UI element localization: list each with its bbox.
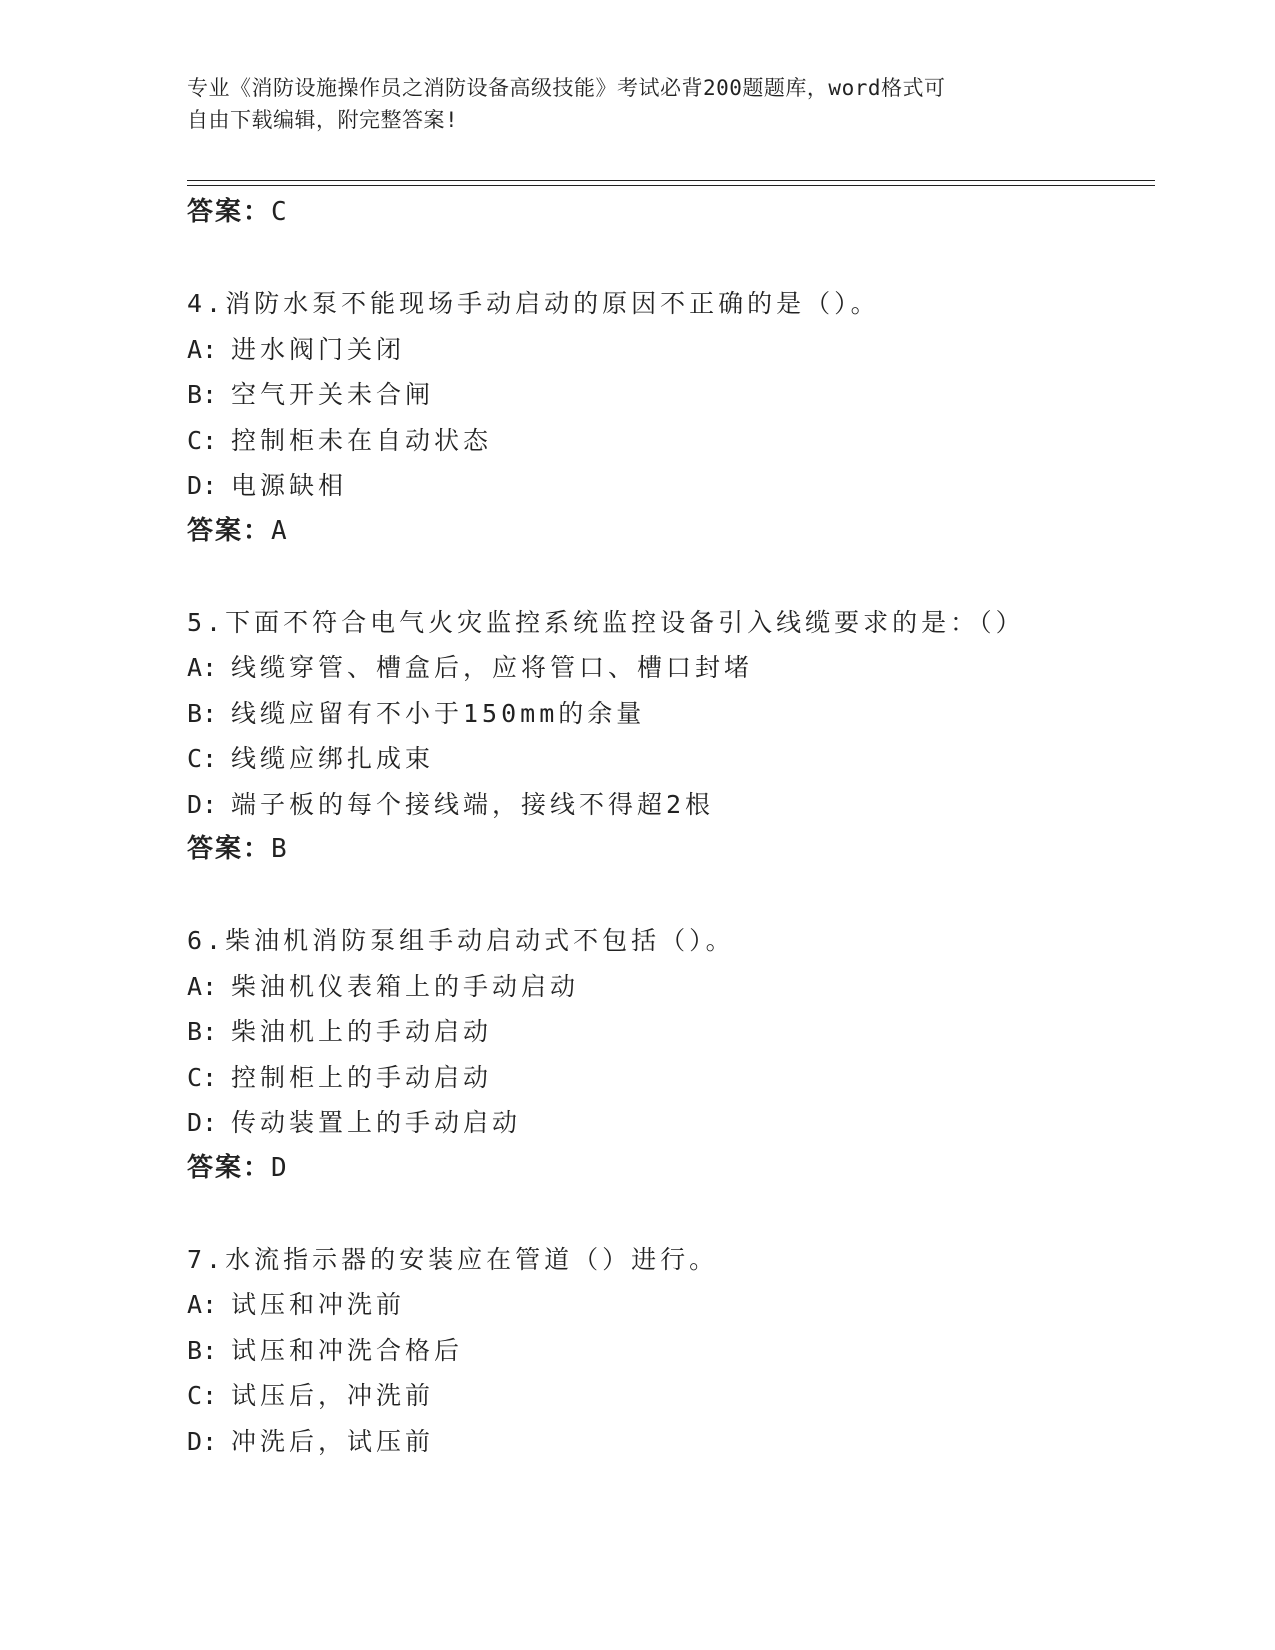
option-text: 空气开关未合闸 xyxy=(231,380,435,409)
answer-value: C xyxy=(271,197,289,227)
option-key: A: xyxy=(187,971,218,1001)
option-d xyxy=(187,782,1147,828)
answer-label: 答案： xyxy=(187,1152,272,1183)
question-6 xyxy=(187,918,1147,1191)
question-stem: 6.柴油机消防泵组手动启动式不包括（）。 xyxy=(187,926,735,955)
answer-value: D xyxy=(271,1152,289,1183)
option-text: 试压后，冲洗前 xyxy=(231,1381,435,1410)
option-key: B: xyxy=(187,1335,218,1365)
option-text: 线缆应绑扎成束 xyxy=(231,744,435,773)
question-stem: 5.下面不符合电气火灾监控系统监控设备引入线缆要求的是：（） xyxy=(187,607,1025,637)
option-d xyxy=(187,1419,1147,1465)
answer xyxy=(187,1146,1147,1192)
answer xyxy=(187,827,1147,873)
answer-label: 答案： xyxy=(187,197,272,227)
option-key: D: xyxy=(187,1108,218,1137)
option-c xyxy=(187,736,1147,782)
question-5 xyxy=(187,600,1147,873)
option-key: D: xyxy=(187,789,218,819)
document-header xyxy=(187,72,1087,136)
previous-answer xyxy=(187,190,1147,236)
option-a xyxy=(187,964,1147,1010)
option-key: C: xyxy=(187,1062,218,1092)
option-b xyxy=(187,1328,1147,1374)
option-key: B: xyxy=(187,1017,218,1046)
option-b xyxy=(187,372,1147,418)
option-a xyxy=(187,645,1147,691)
option-text: 传动装置上的手动启动 xyxy=(231,1108,522,1137)
question-4 xyxy=(187,281,1147,554)
question-stem: 7.水流指示器的安装应在管道（）进行。 xyxy=(187,1244,719,1274)
option-text: 冲洗后，试压前 xyxy=(231,1426,435,1456)
option-d xyxy=(187,463,1147,509)
answer-label: 答案： xyxy=(187,515,272,546)
option-a xyxy=(187,327,1147,373)
option-text: 柴油机上的手动启动 xyxy=(231,1017,493,1046)
option-key: D: xyxy=(187,471,218,500)
option-text: 控制柜未在自动状态 xyxy=(231,425,493,455)
option-text: 电源缺相 xyxy=(231,471,348,500)
question-stem: 4.消防水泵不能现场手动启动的原因不正确的是（）。 xyxy=(187,289,880,318)
option-c xyxy=(187,1055,1147,1101)
answer-value: B xyxy=(271,834,289,864)
option-b xyxy=(187,691,1147,737)
option-key: A: xyxy=(187,1290,218,1319)
option-key: C: xyxy=(187,425,218,455)
option-key: C: xyxy=(187,744,218,773)
option-text: 柴油机仪表箱上的手动启动 xyxy=(231,971,580,1001)
header-line-1: 专业《消防设施操作员之消防设备高级技能》考试必背200题题库，word格式可 xyxy=(187,76,946,100)
question-7 xyxy=(187,1237,1147,1465)
option-text: 试压和冲洗合格后 xyxy=(231,1335,464,1365)
option-key: D: xyxy=(187,1426,218,1456)
option-text: 线缆应留有不小于150mm的余量 xyxy=(231,698,646,728)
option-key: A: xyxy=(187,653,218,682)
option-key: B: xyxy=(187,698,218,728)
option-text: 控制柜上的手动启动 xyxy=(231,1062,493,1092)
option-text: 线缆穿管、槽盒后，应将管口、槽口封堵 xyxy=(231,653,754,682)
header-divider-top xyxy=(187,180,1155,181)
option-b xyxy=(187,1009,1147,1055)
option-text: 端子板的每个接线端，接线不得超2根 xyxy=(231,789,715,819)
answer xyxy=(187,509,1147,555)
option-text: 进水阀门关闭 xyxy=(231,334,406,364)
option-key: A: xyxy=(187,334,218,364)
option-a xyxy=(187,1282,1147,1328)
answer-value: A xyxy=(271,515,289,546)
header-divider-bottom xyxy=(187,185,1155,186)
question-list xyxy=(187,190,1147,1464)
option-c xyxy=(187,418,1147,464)
option-d xyxy=(187,1100,1147,1146)
header-line-2: 自由下载编辑，附完整答案! xyxy=(187,108,459,132)
option-c xyxy=(187,1373,1147,1419)
answer-label: 答案： xyxy=(187,834,272,864)
option-text: 试压和冲洗前 xyxy=(231,1290,406,1319)
option-key: C: xyxy=(187,1381,218,1410)
option-key: B: xyxy=(187,380,218,409)
